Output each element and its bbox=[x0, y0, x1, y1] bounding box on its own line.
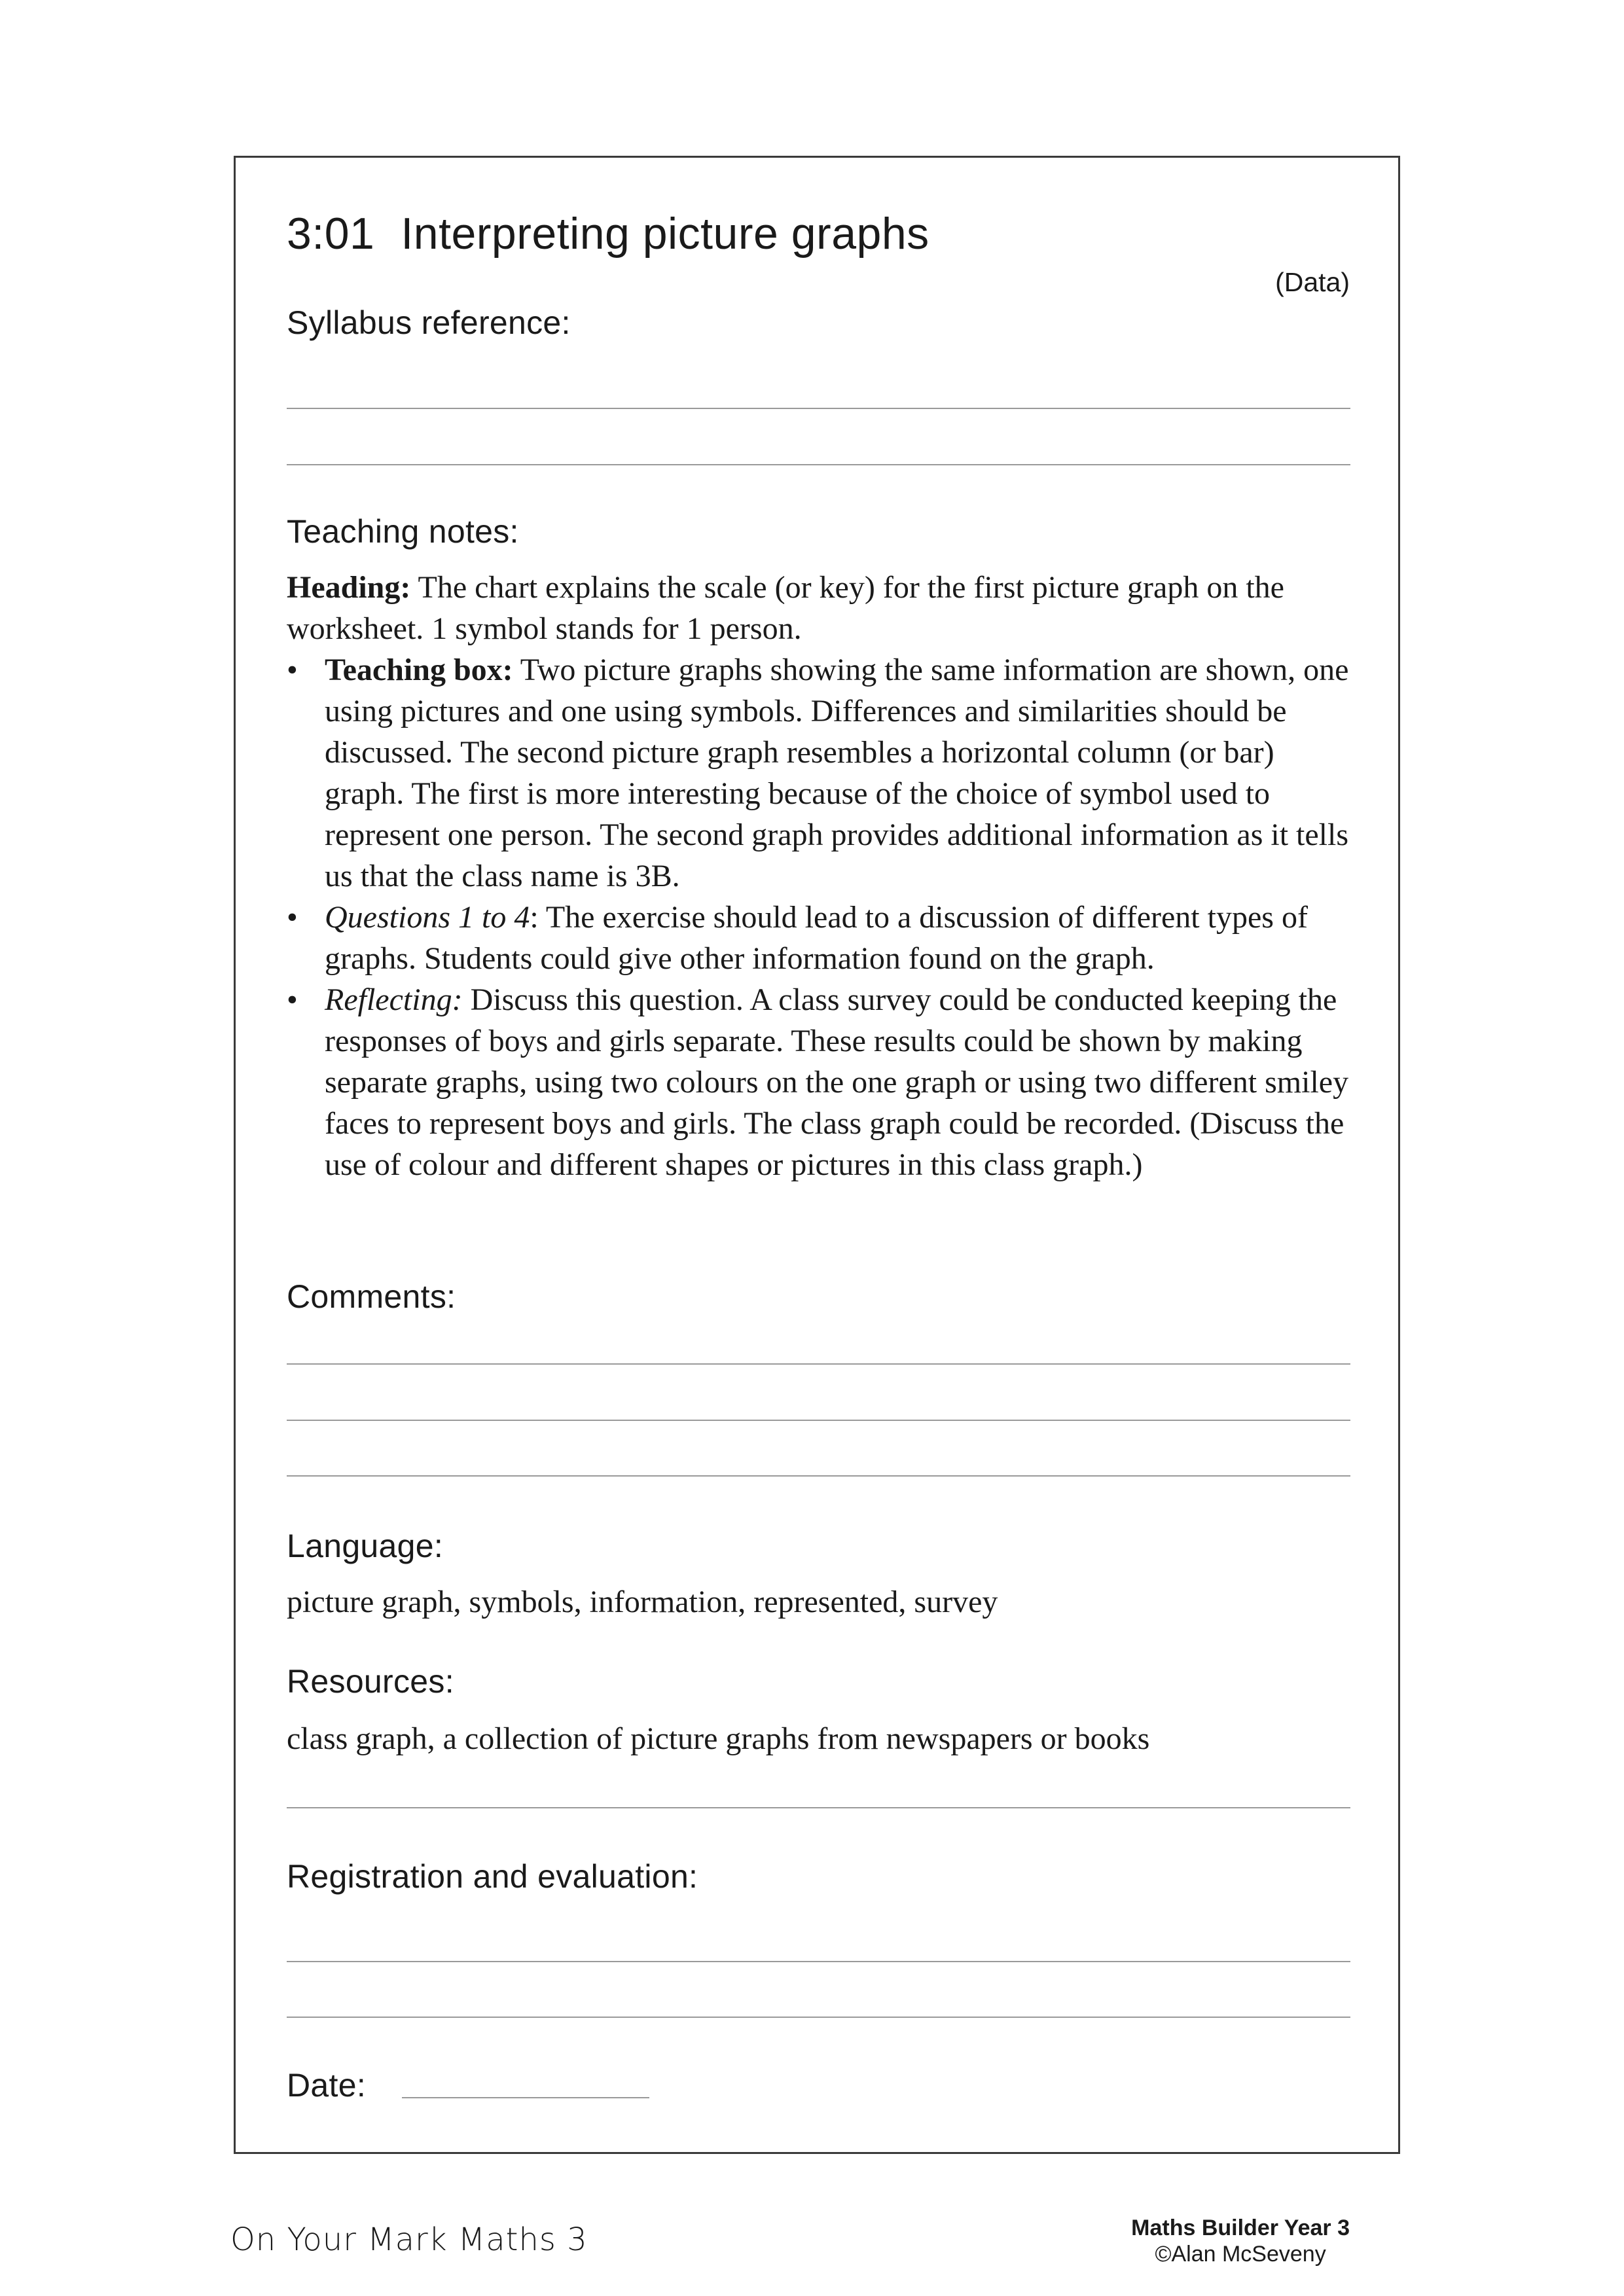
registration-line-2[interactable] bbox=[287, 2017, 1350, 2018]
date-label: Date: bbox=[287, 2067, 367, 2104]
category-label: (Data) bbox=[1275, 267, 1350, 297]
footer-series: On Your Mark Maths 3 bbox=[230, 2221, 588, 2258]
lesson-number: 3:01 bbox=[287, 209, 375, 259]
language-text: picture graph, symbols, information, represented, survey bbox=[287, 1585, 998, 1619]
comments-line-3[interactable] bbox=[287, 1475, 1350, 1477]
bullet: • bbox=[287, 982, 298, 1017]
teaching-notes-body bbox=[287, 567, 1360, 1185]
notes-list bbox=[287, 649, 1360, 1185]
lesson-title: Interpreting picture graphs bbox=[401, 209, 929, 259]
footer-book-title: Maths Builder Year 3 bbox=[1131, 2215, 1350, 2240]
bullet: • bbox=[287, 653, 298, 687]
item-text: : The exercise should lead to a discussion of different types of graphs. Students could give other information found on the graph. bbox=[325, 900, 1308, 976]
list-item bbox=[287, 979, 1360, 1185]
registration-line-1[interactable] bbox=[287, 1961, 1350, 1962]
footer-copyright: ©Alan McSeveny bbox=[1155, 2242, 1326, 2267]
bullet: • bbox=[287, 900, 298, 935]
teaching-notes-heading: Teaching notes: bbox=[287, 513, 519, 550]
language-heading: Language: bbox=[287, 1528, 444, 1564]
comments-line-1[interactable] bbox=[287, 1363, 1350, 1365]
resources-line[interactable] bbox=[287, 1807, 1350, 1808]
list-item bbox=[287, 897, 1360, 979]
date-field[interactable] bbox=[402, 2097, 649, 2098]
page-title bbox=[287, 208, 929, 259]
registration-heading: Registration and evaluation: bbox=[287, 1858, 698, 1895]
syllabus-line-2[interactable] bbox=[287, 464, 1350, 465]
resources-heading: Resources: bbox=[287, 1663, 454, 1700]
comments-heading: Comments: bbox=[287, 1278, 456, 1315]
comments-line-2[interactable] bbox=[287, 1420, 1350, 1421]
heading-note bbox=[287, 567, 1360, 649]
heading-note-label: Heading: bbox=[287, 570, 411, 605]
list-item bbox=[287, 649, 1360, 897]
footer-credits bbox=[1131, 2215, 1350, 2267]
resources-text: class graph, a collection of picture graphs from newspapers or books bbox=[287, 1721, 1150, 1756]
item-lead: Teaching box: bbox=[325, 653, 513, 687]
item-text: Two picture graphs showing the same information are shown, one using pictures and one using symbols. Differences and similarities should be discussed. The second picture graph resembles a horizontal column (or bar) graph. The first is more interesting because of the choice of symbol used to represent one person. The second graph provides additional information as it tells us that the class name is 3B. bbox=[325, 653, 1349, 893]
syllabus-line-1[interactable] bbox=[287, 408, 1350, 409]
item-text: Discuss this question. A class survey could be conducted keeping the responses of boys and girls separate. These results could be shown by making separate graphs, using two colours on the one graph or using two different smiley faces to represent boys and girls. The class graph could be recorded. (Discuss the use of colour and different shapes or pictures in this class graph.) bbox=[325, 982, 1349, 1182]
item-lead: Questions 1 to 4 bbox=[325, 900, 530, 935]
syllabus-heading: Syllabus reference: bbox=[287, 304, 571, 341]
heading-note-text: The chart explains the scale (or key) for the first picture graph on the worksheet. 1 symbol stands for 1 person. bbox=[287, 570, 1284, 646]
item-lead: Reflecting: bbox=[325, 982, 463, 1017]
